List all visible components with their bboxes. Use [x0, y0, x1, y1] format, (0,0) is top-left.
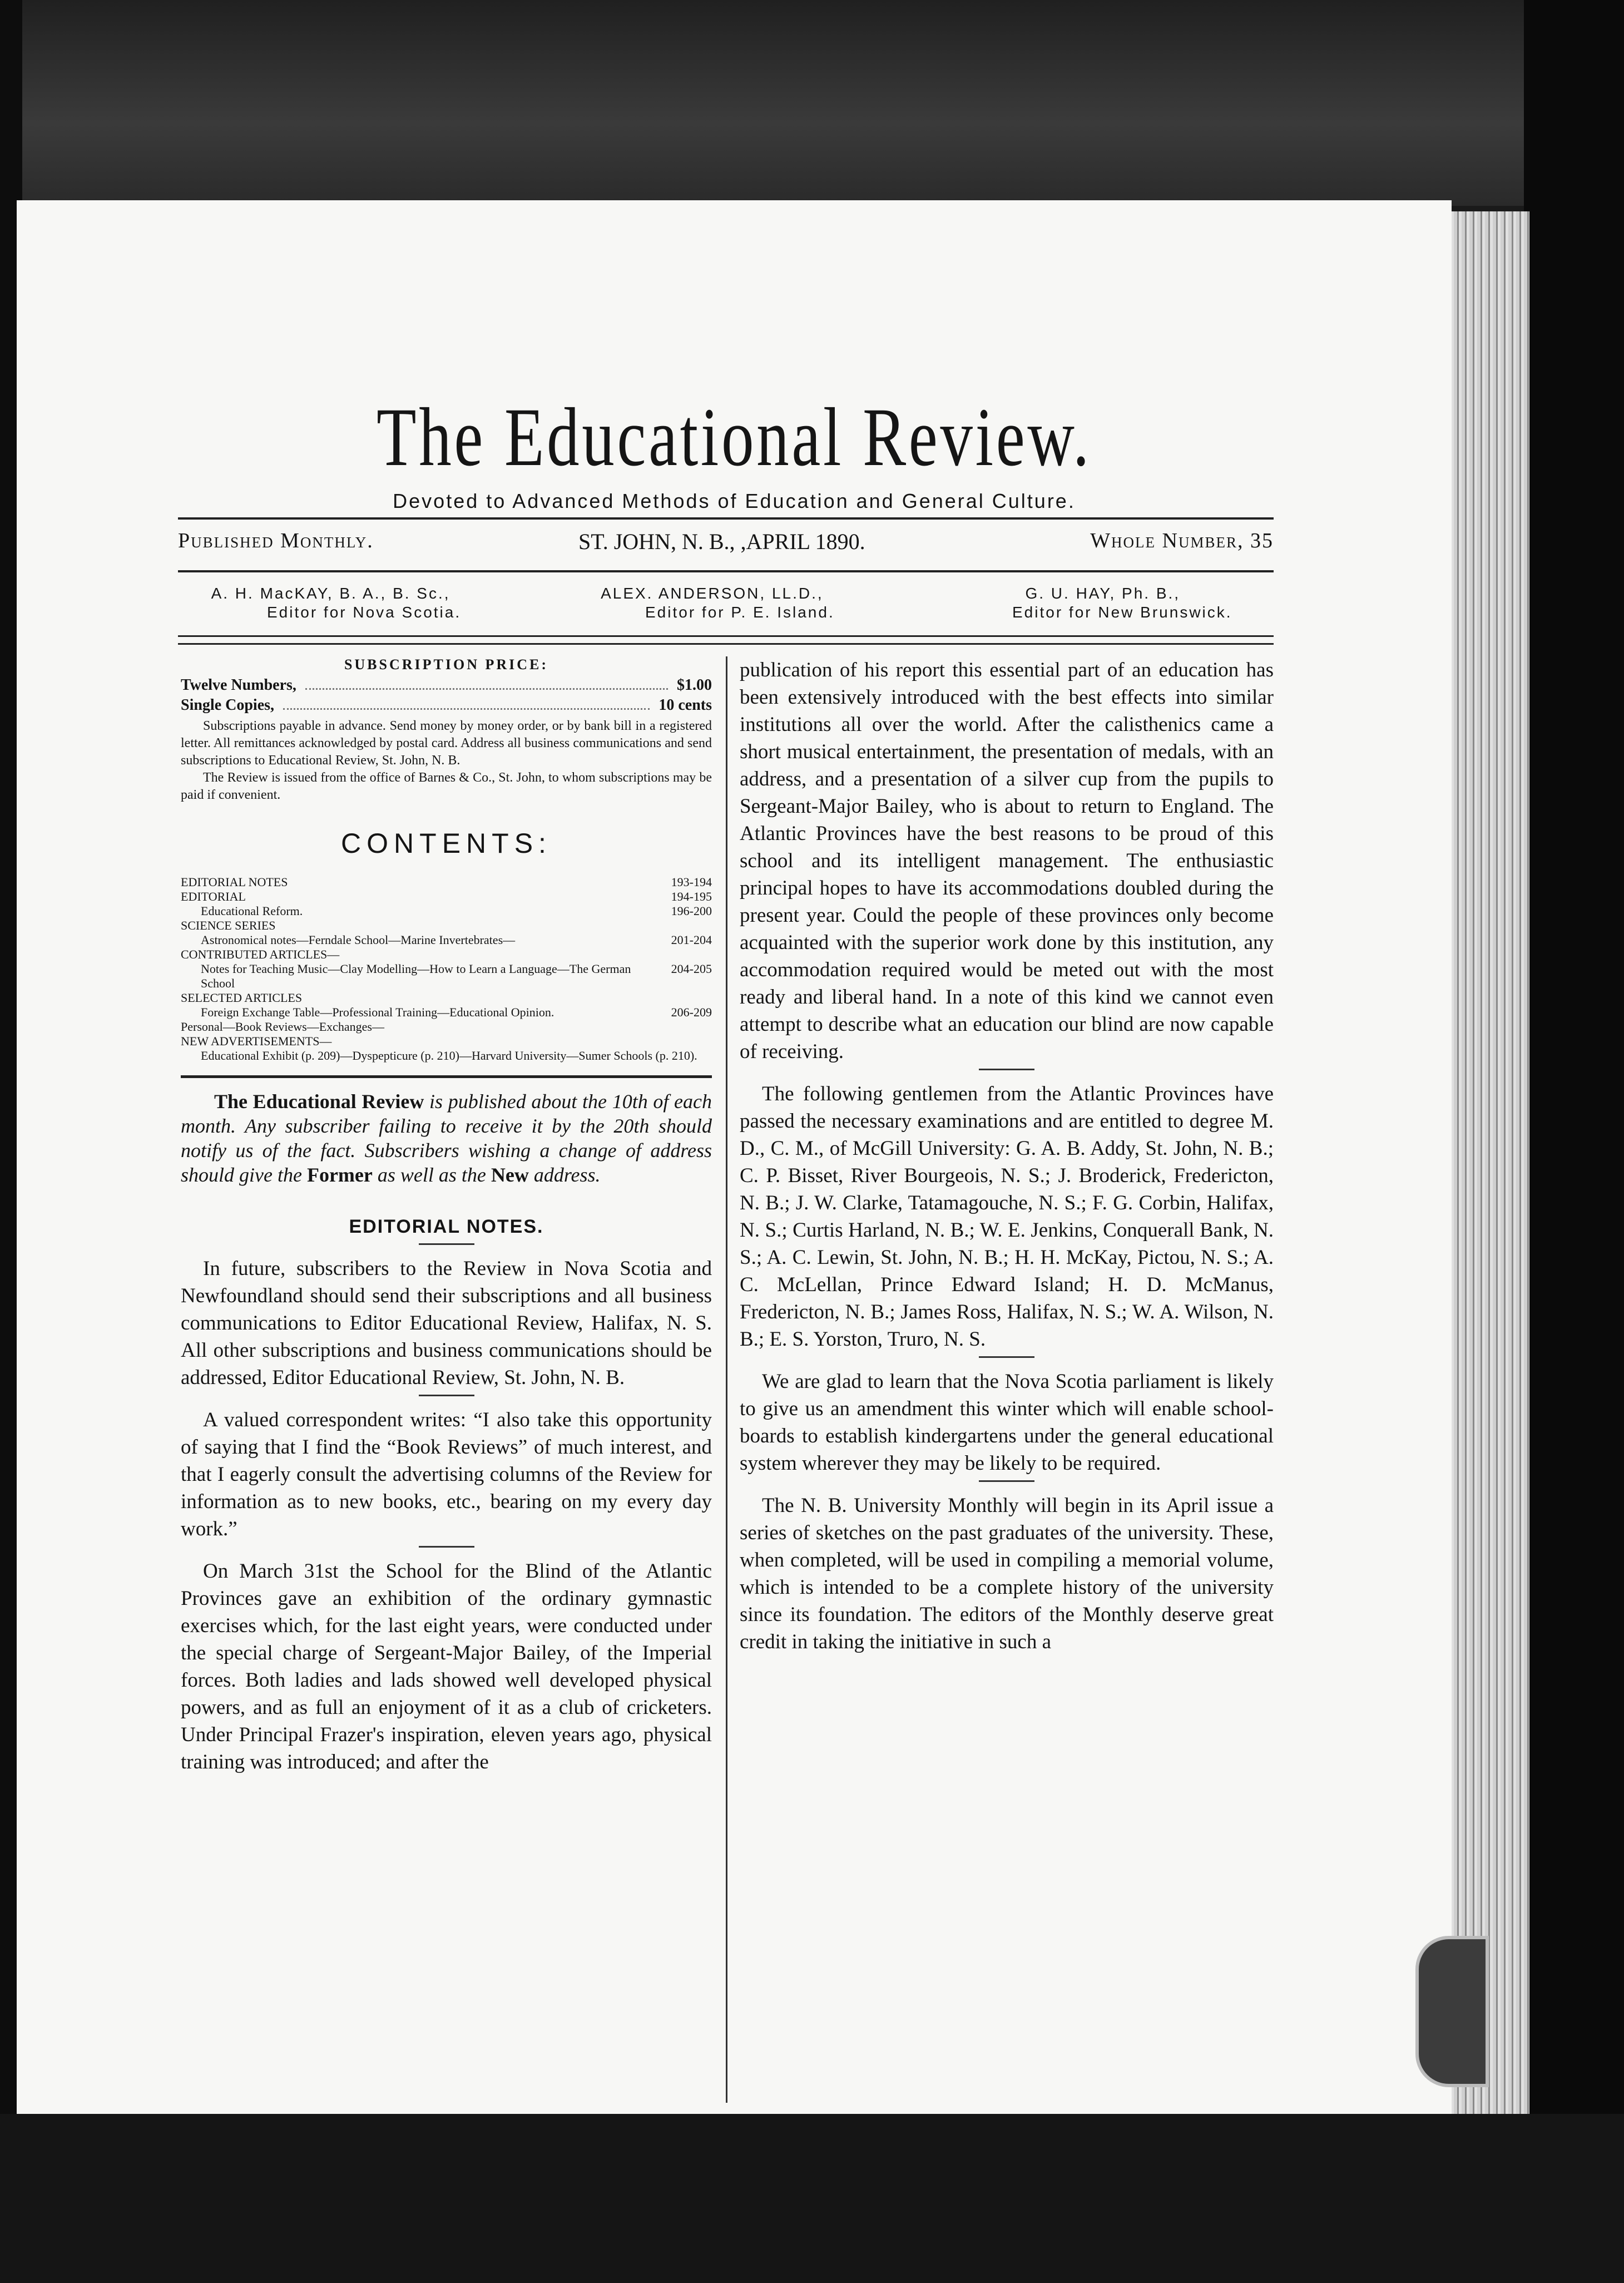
- section-heading: EDITORIAL NOTES.: [349, 1216, 544, 1237]
- contents-item: EDITORIAL 194-195: [181, 890, 712, 903]
- masthead-subtitle: Devoted to Advanced Methods of Education and General Culture.: [393, 490, 1076, 512]
- editor-nova-scotia: A. H. MacKAY, B. A., B. Sc., Editor for Nova Scotia.: [211, 585, 462, 621]
- scan-border-right: [1524, 0, 1624, 2283]
- masthead-title: The Educational Review.: [377, 391, 1092, 483]
- contents-item: NEW ADVERTISEMENTS—: [181, 1034, 332, 1048]
- contents-item: EDITORIAL NOTES 193-194: [181, 875, 712, 889]
- subscription-text: The Review is issued from the office of Barnes & Co., St. John, to whom subscriptions may be paid if convenient.: [181, 770, 712, 802]
- publication-notice: The Educational Review is published about the 10th of each month. Any subscriber failing to receive it by the 20th should notify us of the fact. Subscribers wishing a change of address should give the Former as well as the New address.: [181, 1090, 712, 1186]
- short-rule: [419, 1395, 474, 1396]
- contents-list: [181, 875, 712, 1063]
- article-paragraph: A valued correspondent writes: “I also take this opportunity of saying that I find the “Book Reviews” of much interest, and that I eagerly consult the advertising columns of the Review for information as to new books, etc., bearing on my every day work.”: [181, 1409, 712, 1540]
- price-row: Single Copies, 10 cents: [181, 696, 712, 714]
- masthead-rule-bottom-2: [178, 643, 1274, 645]
- masthead-rule-middle: [178, 570, 1274, 572]
- masthead-rule-bottom-1: [178, 635, 1274, 637]
- contents-item: Foreign Exchange Table—Professional Training—Educational Opinion. 206-209: [201, 1005, 712, 1019]
- short-rule: [979, 1356, 1034, 1358]
- document-page: [17, 200, 1452, 2114]
- editor-pei: ALEX. ANDERSON, LL.D., Editor for P. E. Island.: [601, 585, 835, 621]
- left-column: [181, 656, 712, 1776]
- notice-rule: [181, 1075, 712, 1078]
- editors-line: [184, 584, 1274, 634]
- short-rule: [419, 1546, 474, 1548]
- binder-clip: [1415, 1936, 1489, 2087]
- contents-item: Personal—Book Reviews—Exchanges—: [181, 1020, 384, 1034]
- article-paragraph: The N. B. University Monthly will begin in its April issue a series of sketches on the past graduates of the university. These, when completed, will be used in compiling a memorial volume, which is intended to be a complete history of the university since its foundation. The editors of the Monthly deserve great credit in taking the initiative in such a: [740, 1494, 1274, 1653]
- whole-number: Whole Number, 35: [1090, 529, 1274, 552]
- contents-item: Educational Reform. 196-200: [201, 904, 712, 918]
- short-rule: [419, 1243, 474, 1245]
- scan-border-bottom: [0, 2114, 1624, 2283]
- subscription-text: Subscriptions payable in advance. Send money by money order, or by bank bill in a registered letter. All remittances acknowledged by postal card. Address all business communications and send subscriptions to Educational Review, St. John, N. B.: [181, 719, 712, 768]
- short-rule: [979, 1480, 1034, 1482]
- contents-item: Educational Exhibit (p. 209)—Dyspepticure (p. 210)—Harvard University—Sumer Schools (p. 210).: [201, 1049, 697, 1063]
- scan-background: [0, 0, 1624, 206]
- column-divider: [726, 656, 727, 2103]
- article-paragraph: On March 31st the School for the Blind of the Atlantic Provinces gave an exhibition of the ordinary gymnastic exercises which, for the last eight years, were conducted under the special charge of Sergeant-Major Bailey, of the Imperial forces. Both ladies and lads showed well developed physical powers, and as full an enjoyment of it as a club of cricketers. Under Principal Frazer's inspiration, eleven years ago, physical training was introduced; and after the: [181, 1560, 712, 1773]
- masthead-rule-top: [178, 517, 1274, 520]
- editor-new-brunswick: G. U. HAY, Ph. B., Editor for New Brunswick.: [1012, 585, 1232, 621]
- article-paragraph: We are glad to learn that the Nova Scotia parliament is likely to give us an amendment this winter which will enable school-boards to establish kindergartens under the general educational system wherever they may be likely to be required.: [740, 1370, 1274, 1475]
- publication-line: [178, 528, 1274, 562]
- article-paragraph: In future, subscribers to the Review in Nova Scotia and Newfoundland should send their subscriptions and all business communications to Editor Educational Review, Halifax, N. S. All other subscriptions and business communications should be addressed, Editor Educational Review, St. John, N. B.: [181, 1257, 712, 1389]
- article-paragraph: publication of his report this essential part of an education has been extensively introduced with the best effects into similar institutions all over the world. After the calisthenics came a short musical entertainment, the presentation of medals, with an address, and a presentation of a silver cup from the pupils to Sergeant-Major Bailey, who is about to return to England. The Atlantic Provinces have the best reasons to be proud of this school and its intelligent management. The enthusiastic principal hopes to have its accommodations doubled during the present year. Could the people of these provinces only become acquainted with the superior work done by this institution, any accommodation required would be meted out with the most ready and liberal hand. In a note of this kind we cannot even attempt to describe what an education our blind are now capable of receiving.: [740, 659, 1274, 1063]
- contents-item: CONTRIBUTED ARTICLES—: [181, 947, 340, 961]
- price-row: Twelve Numbers, $1.00: [181, 676, 712, 694]
- contents-item: Astronomical notes—Ferndale School—Marine Invertebrates— 201-204: [201, 933, 712, 947]
- article-paragraph: The following gentlemen from the Atlantic Provinces have passed the necessary examinations and are entitled to degree M. D., C. M., of McGill University: G. A. B. Addy, St. John, N. B.; C. P. Bisset, River Bourgeois, N. S.; J. Broderick, Fredericton, N. B.; J. W. Clarke, Tatamagouche, N. S.; F. G. Corbin, Halifax, N. S.; Curtis Harland, N. B.; W. E. Jenkins, Conquerall Bank, N. S.; A. C. Lewin, St. John, N. B.; H. H. McKay, Pictou, N. S.; A. C. McLellan, Prince Edward Island; H. D. McManus, Fredericton, N. B.; James Ross, Halifax, N. S.; W. A. Wilson, N. B.; E. S. Yorston, Truro, N. S.: [740, 1083, 1274, 1351]
- right-column: [740, 656, 1274, 1656]
- stacked-page-edges: [1446, 211, 1529, 2114]
- contents-item: SELECTED ARTICLES: [181, 991, 303, 1005]
- contents-item: Notes for Teaching Music—Clay Modelling—How to Learn a Language—The German School 204-205: [201, 962, 712, 990]
- place-date: ST. JOHN, N. B., ,APRIL 1890.: [578, 529, 865, 554]
- contents-item: SCIENCE SERIES: [181, 918, 276, 932]
- short-rule: [979, 1069, 1034, 1070]
- contents-title: CONTENTS:: [341, 828, 552, 859]
- subscription-title: SUBSCRIPTION PRICE:: [344, 656, 549, 673]
- published-monthly: Published Monthly.: [178, 529, 374, 552]
